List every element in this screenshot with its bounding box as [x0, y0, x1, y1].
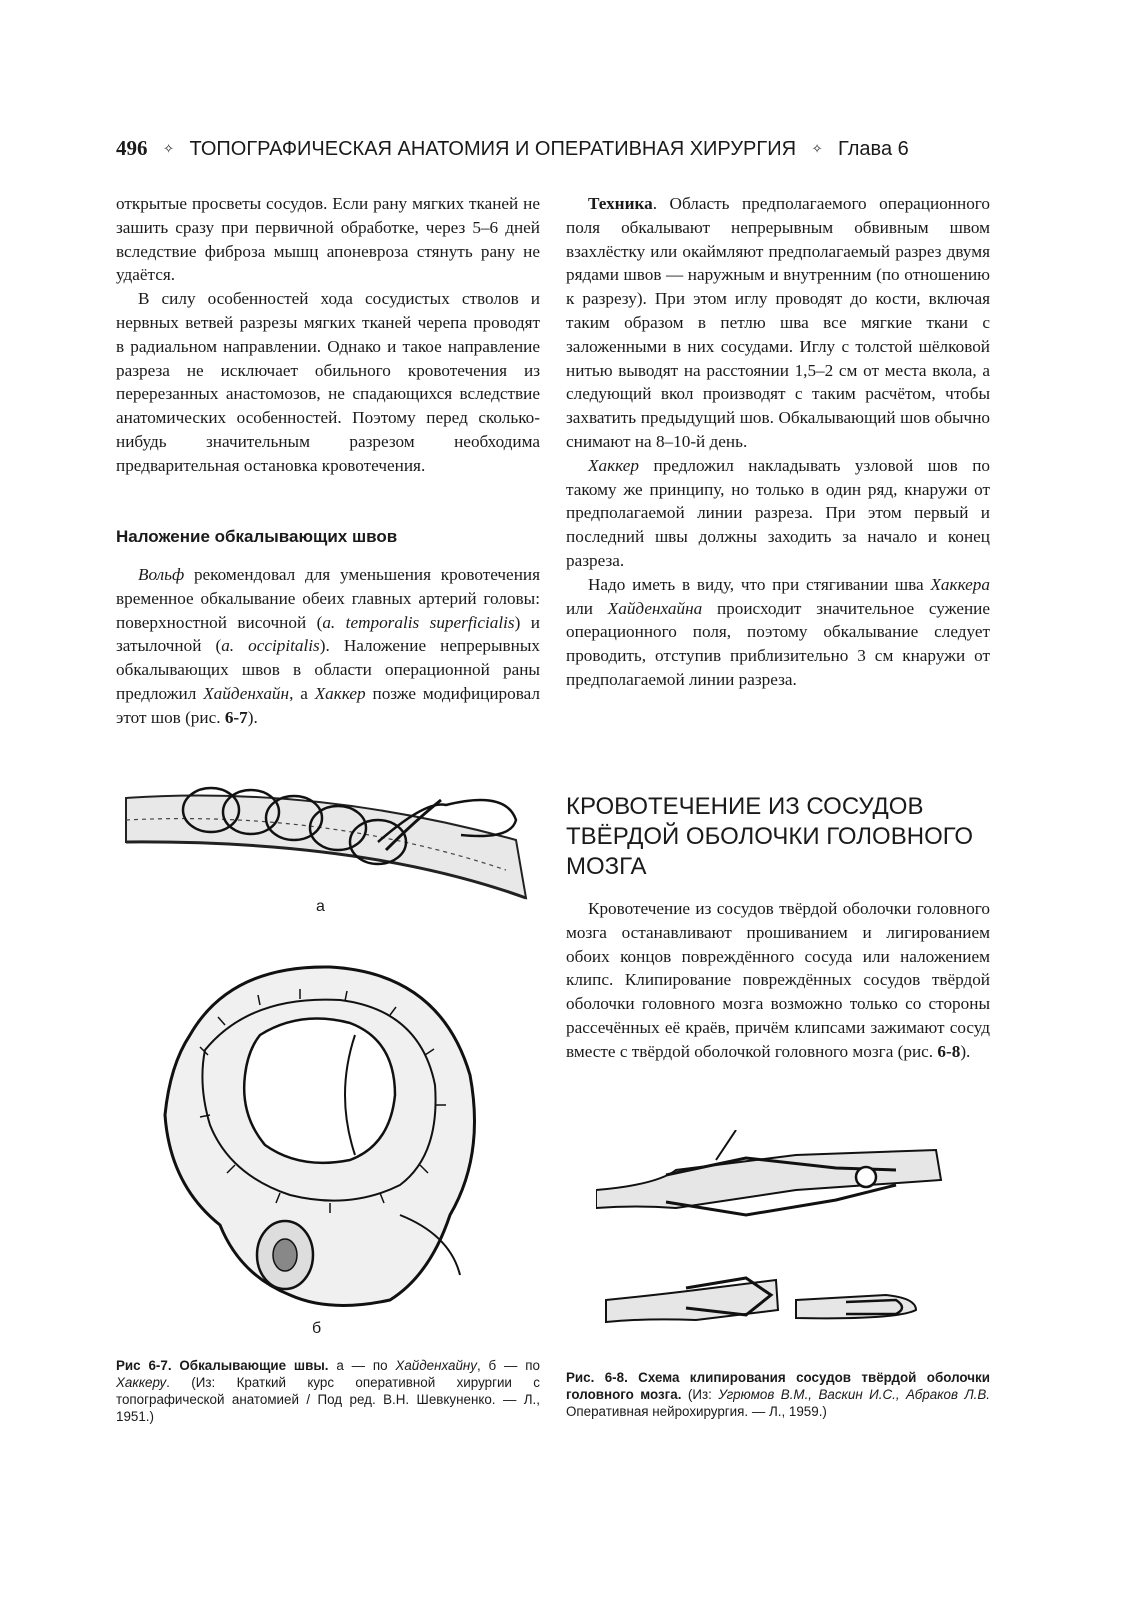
figure-label-a: а [316, 898, 325, 915]
figure-6-8-clip-illustration [596, 1130, 996, 1345]
figure-label-b: б [312, 1320, 322, 1337]
figure-6-7b-head-illustration [150, 955, 490, 1315]
book-title: ТОПОГРАФИЧЕСКАЯ АНАТОМИЯ И ОПЕРАТИВНАЯ ХИРУРГИЯ [189, 138, 797, 160]
figure-6-8-caption: Рис. 6-8. Схема клипирования сосудов твёрдой оболочки головного мозга. (Из: Угрюмов В.М., Васкин И.С., Абраков Л.В. Оперативная нейрохирургия. — Л., 1959.) [566, 1370, 990, 1419]
figure-6-7a-suture-illustration [116, 780, 546, 900]
left-column-middle [116, 563, 540, 730]
figure-6-7-caption: Рис 6-7. Обкалывающие швы. а — по Хайденхайну, б — по Хаккеру. (Из: Краткий курс оперативной хирургии с топографической анатомией / Под ред. В.Н. Шевкуненко. — Л., 1951.) [116, 1358, 540, 1424]
right-column-middle [566, 897, 990, 1064]
chapter-label: Глава 6 [838, 138, 909, 160]
paragraph: Надо иметь в виду, что при стягивании шва Хаккера или Хайденхайна происходит значительное сужение операционного поля, поэтому обкалывание следует проводить, отступив приблизительно 3 см кнаружи от предполагаемой линии разреза. [566, 574, 990, 689]
paragraph: Кровотечение из сосудов твёрдой оболочки головного мозга останавливают прошиванием и лигированием обоих концов повреждённого сосуда или наложением клипс. Клипирование повреждённых сосудов твёрдой оболочки головного мозга возможно только со стороны рассечённых её краёв, причём клипсами зажимают сосуд вместе с твёрдой оболочкой головного мозга (рис. 6-8). [566, 899, 990, 1061]
paragraph: В силу особенностей хода сосудистых стволов и нервных ветвей разрезы мягких тканей черепа проводят в радиальном направлении. Однако и такое направление разреза не исключает обильного кровотечения из перерезанных анастомозов, не спадающихся вследствие анатомических особенностей. Поэтому перед сколько-нибудь значительным разрезом необходима предварительная остановка кровотечения. [116, 289, 540, 475]
running-header [116, 136, 916, 166]
paragraph: Хаккер предложил накладывать узловой шов по такому же принципу, но только в один ряд, кнаружи от предполагаемой линии разреза. При этом первый и последний швы должны заходить за начало и конец разреза. [566, 455, 990, 570]
paragraph: открытые просветы сосудов. Если рану мягких тканей не зашить сразу при первичной обработке, через 5–6 дней вследствие фиброза мышц апоневроза стянуть рану не удаётся. [116, 194, 540, 285]
page-number: 496 [116, 136, 148, 160]
separator-glyph: ✧ [163, 141, 174, 156]
section-title: КРОВОТЕЧЕНИЕ ИЗ СОСУДОВ ТВЁРДОЙ ОБОЛОЧКИ ГОЛОВНОГО МОЗГА [566, 793, 974, 880]
paragraph: Техника. Область предполагаемого операционного поля обкалывают непрерывным обвивным швом взахлёстку или окаймляют предполагаемый разрез двумя рядами швов — наружным и внутренним (по отношению к разрезу). При этом иглу проводят до кости, включая таким образом в петлю шва все мягкие ткани с заложенными в них сосудами. Иглу с толстой шёлковой нитью выводят на расстоянии 1,5–2 см от места вкола, а следующий вкол производят с таким расчётом, чтобы захватить предыдущий шов. Обкалывающий шов обычно снимают на 8–10-й день. [566, 194, 990, 451]
left-column-top [116, 192, 540, 478]
right-column-top [566, 192, 990, 692]
subheading: Наложение обкалывающих швов [116, 527, 398, 546]
paragraph: Вольф рекомендовал для уменьшения кровотечения временное обкалывание обеих главных артерий головы: поверхностной височной (a. temporalis superficialis) и затылочной (a. occipitalis). Наложение непрерывных обкалывающих швов в области операционной раны предложил Хайденхайн, а Хаккер позже модифицировал этот шов (рис. 6-7). [116, 565, 540, 727]
separator-glyph: ✧ [811, 141, 823, 156]
